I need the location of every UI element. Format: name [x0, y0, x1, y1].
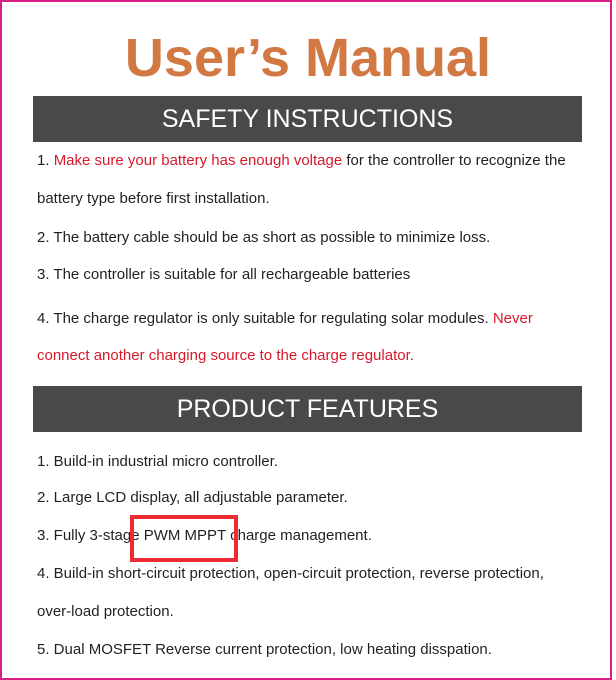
safety-item-1-number: 1. — [37, 152, 54, 169]
safety-item-4-text: 4. The charge regulator is only suitable for regulating solar modules. — [37, 310, 493, 327]
safety-item-1 — [37, 152, 566, 169]
safety-instructions-header: SAFETY INSTRUCTIONS — [33, 96, 582, 142]
feature-item-4: 4. Build-in short-circuit protection, open-circuit protection, reverse protection, — [37, 565, 544, 582]
feature-item-2: 2. Large LCD display, all adjustable parameter. — [37, 489, 348, 506]
safety-item-4-warning-continued: connect another charging source to the charge regulator. — [37, 347, 414, 364]
feature-item-3: 3. Fully 3-stage PWM MPPT charge management. — [37, 527, 372, 544]
safety-item-2: 2. The battery cable should be as short as possible to minimize loss. — [37, 229, 491, 246]
feature-item-1: 1. Build-in industrial micro controller. — [37, 453, 278, 470]
safety-item-1-warning: Make sure your battery has enough voltage — [53, 152, 343, 169]
safety-item-4 — [37, 310, 533, 327]
safety-item-1-continued: battery type before first installation. — [37, 190, 270, 207]
manual-title: User’s Manual — [124, 28, 492, 88]
product-features-header: PRODUCT FEATURES — [33, 386, 582, 432]
feature-item-4-continued: over-load protection. — [37, 603, 174, 620]
safety-item-1-text: for the controller to recognize the — [342, 152, 566, 169]
safety-item-4-warning: Never — [492, 310, 533, 327]
annotation-highlight-box — [130, 515, 238, 562]
feature-item-5: 5. Dual MOSFET Reverse current protection, low heating disspation. — [37, 641, 492, 658]
safety-item-3: 3. The controller is suitable for all rechargeable batteries — [37, 266, 411, 283]
